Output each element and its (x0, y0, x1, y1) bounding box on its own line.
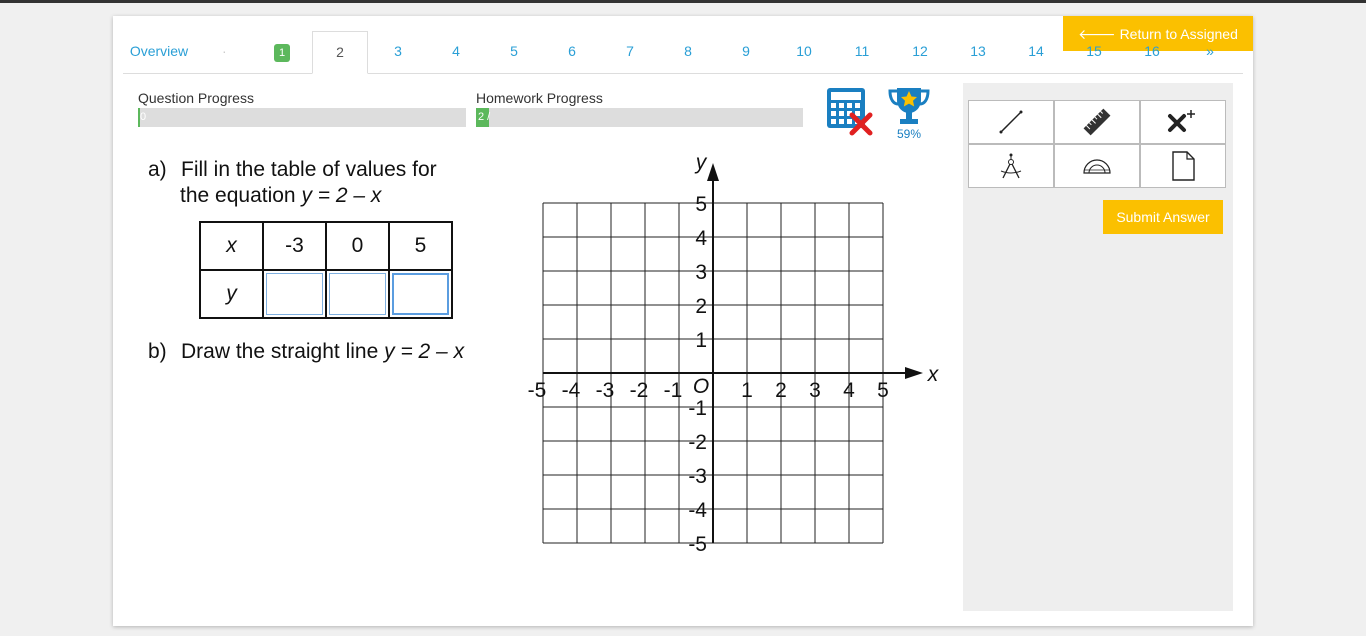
homework-progress-text: 2 / (478, 111, 491, 123)
submit-answer-button[interactable]: Submit Answer (1103, 200, 1223, 234)
y-input-3[interactable] (392, 273, 449, 315)
question-progress-bar (138, 108, 466, 127)
y-input-2[interactable] (329, 273, 386, 315)
homework-progress-bar (476, 108, 803, 127)
tab-overview[interactable] (123, 31, 195, 72)
compass-tool-button[interactable] (968, 144, 1054, 188)
top-border (0, 0, 1366, 3)
trophy-percent: 59% (896, 127, 922, 141)
y-cell (326, 270, 389, 318)
tab-label: 6 (568, 43, 576, 59)
protractor-icon (1082, 156, 1112, 176)
values-table (199, 221, 453, 319)
blank-page-icon (1170, 151, 1196, 181)
line-tool-icon (998, 109, 1024, 135)
part-a-line1: Fill in the table of values for (181, 158, 437, 181)
x-tick-label: 2 (775, 379, 787, 402)
trophy-icon (886, 86, 932, 126)
y-tick-label: 5 (695, 193, 707, 216)
tab-label: Overview (129, 43, 189, 59)
part-b-label: b) (148, 340, 167, 363)
equation-prefix: the equation (180, 184, 296, 207)
homework-card (113, 16, 1253, 626)
x-tick-label: 5 (877, 379, 889, 402)
tab-label: 8 (684, 43, 692, 59)
y-tick-label: 3 (695, 261, 707, 284)
tab-1[interactable] (262, 31, 302, 72)
part-a-line2 (180, 184, 381, 208)
ruler-tool-button[interactable] (1054, 100, 1140, 144)
x-tick-label: 4 (843, 379, 855, 402)
tab-7[interactable] (610, 31, 650, 72)
trophy-score (886, 86, 932, 142)
y-tick-label: -2 (688, 431, 707, 454)
calculator-not-allowed-icon[interactable] (826, 87, 874, 137)
tab-label: » (1206, 43, 1214, 59)
point-tool-button[interactable] (1140, 100, 1226, 144)
tab-label: 9 (742, 43, 750, 59)
y-tick-label: -5 (688, 533, 707, 556)
x-tick-label: 1 (741, 379, 753, 402)
y-header: y (200, 270, 263, 318)
y-cell (263, 270, 326, 318)
y-tick-label: 4 (695, 227, 707, 250)
tab-badge: 1 (274, 44, 290, 62)
question-progress-text: 0 (140, 111, 147, 123)
tab-15[interactable] (1074, 31, 1114, 72)
origin-label: O (692, 375, 710, 398)
tab-label: 10 (796, 43, 812, 59)
x-tick-label: -4 (561, 379, 581, 402)
x-value: 0 (326, 222, 389, 270)
x-tick-label: -3 (595, 379, 615, 402)
tab-label: 16 (1144, 43, 1160, 59)
y-axis-label: y (695, 151, 707, 174)
homework-progress-label: Homework Progress (476, 90, 603, 106)
tab-next[interactable] (1190, 31, 1230, 72)
point-tool-icon (1166, 108, 1200, 136)
x-value: 5 (389, 222, 452, 270)
return-label: Return to Assigned Work (1119, 26, 1238, 77)
tab-13[interactable] (958, 31, 998, 72)
tab-label: 13 (970, 43, 986, 59)
part-a-label: a) (148, 158, 167, 181)
table-row-y (200, 270, 452, 318)
tab-3[interactable] (378, 31, 418, 72)
y-cell (389, 270, 452, 318)
tab-label: 4 (452, 43, 460, 59)
x-value: -3 (263, 222, 326, 270)
tab-9[interactable] (726, 31, 766, 72)
tab-label: 7 (626, 43, 634, 59)
tab-11[interactable] (842, 31, 882, 72)
tab-5[interactable] (494, 31, 534, 72)
x-tick-label: -1 (663, 379, 683, 402)
tab-16[interactable] (1132, 31, 1172, 72)
part-b-instruction: Draw the straight line (181, 340, 379, 363)
tools-panel (963, 83, 1233, 611)
equation: y = 2 – x (384, 340, 465, 363)
ruler-icon (1082, 107, 1112, 137)
tab-label: 12 (912, 43, 928, 59)
x-axis-arrow (905, 367, 923, 379)
x-tick-label: -5 (527, 379, 547, 402)
y-tick-label: 1 (695, 329, 707, 352)
question-progress-label: Question Progress (138, 90, 254, 106)
tab-10[interactable] (784, 31, 824, 72)
y-tick-label: -3 (688, 465, 707, 488)
tab-label: 11 (854, 43, 870, 59)
tab-6[interactable] (552, 31, 592, 72)
tab-label: 5 (510, 43, 518, 59)
tab-12[interactable] (900, 31, 940, 72)
tab-4[interactable] (436, 31, 476, 72)
question-tabs (123, 31, 1243, 74)
x-tick-label: 3 (809, 379, 821, 402)
blank-page-tool-button[interactable] (1140, 144, 1226, 188)
tab-14[interactable] (1016, 31, 1056, 72)
tab-label: 14 (1028, 43, 1044, 59)
table-row-x (200, 222, 452, 270)
coordinate-grid[interactable] (518, 148, 948, 563)
tab-label: 15 (1086, 43, 1102, 59)
part-b-text (181, 340, 464, 364)
y-tick-label: 2 (695, 295, 707, 318)
tab-label: 3 (394, 43, 402, 59)
x-axis-label: x (927, 363, 939, 386)
arrow-left-icon: 🡐 (1078, 26, 1120, 42)
line-tool-button[interactable] (968, 100, 1054, 144)
equation: y = 2 – x (301, 184, 382, 207)
tool-grid (968, 100, 1228, 190)
compass-icon (998, 151, 1024, 181)
y-input-1[interactable] (266, 273, 323, 315)
y-tick-label: -1 (688, 397, 707, 420)
x-tick-label: -2 (629, 379, 649, 402)
tab-2[interactable] (312, 31, 368, 74)
protractor-tool-button[interactable] (1054, 144, 1140, 188)
x-header: x (200, 222, 263, 270)
y-axis-arrow (707, 163, 719, 181)
y-tick-label: -4 (688, 499, 707, 522)
tab-label: 2 (336, 44, 344, 60)
tab-separator-dot: · (222, 43, 227, 59)
tab-8[interactable] (668, 31, 708, 72)
